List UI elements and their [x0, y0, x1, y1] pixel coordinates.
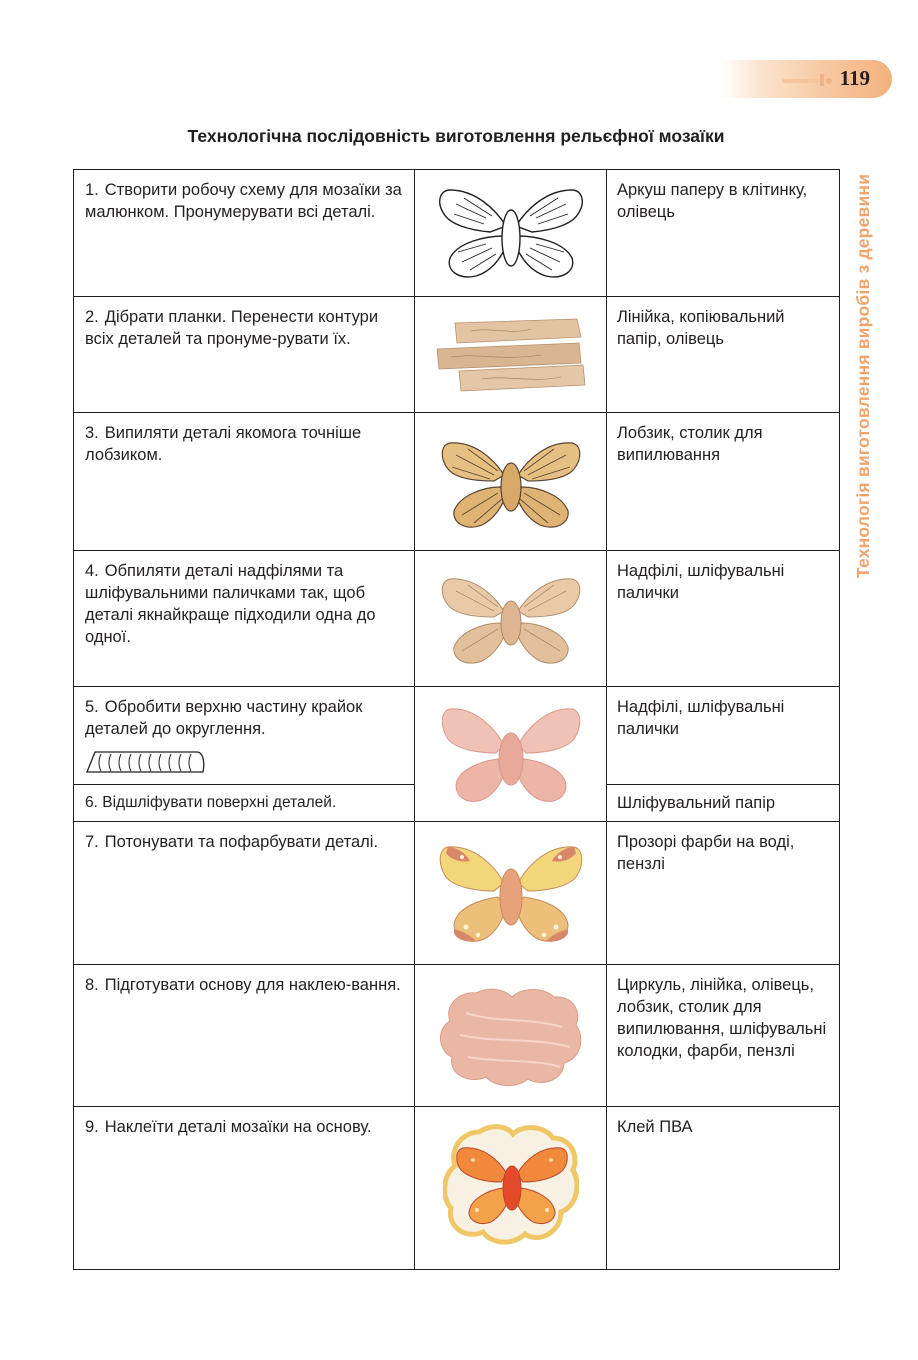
table-row: [74, 551, 840, 687]
step-image-cell: [415, 965, 607, 1107]
step-image-cell: [415, 297, 607, 413]
tools-icon: [782, 72, 832, 88]
step-image-cell: [415, 687, 607, 822]
painted-butterfly-image: [436, 835, 586, 951]
step-description: 1. Створити робочу схему для мозаїки за малюнком. Пронумерувати всі деталі.: [74, 170, 415, 297]
finished-mosaic-image: [443, 1122, 579, 1254]
step-description: 3. Випиляти деталі якомога точніше лобзиком.: [74, 413, 415, 551]
filed-butterfly-parts-image: [438, 567, 584, 671]
step-image-cell: [415, 1107, 607, 1270]
table-row: [74, 413, 840, 551]
step-tools: Шліфувальний папір: [607, 785, 840, 822]
side-title-text: Технологія виготовлення виробів з деревини: [853, 173, 873, 578]
table-row: [74, 170, 840, 297]
page-number-tab: [720, 60, 892, 98]
step-tools: Клей ПВА: [607, 1107, 840, 1270]
wooden-planks-image: [431, 315, 591, 395]
page-number: 119: [839, 66, 870, 90]
step-description: 5. Обробити верхню частину крайок деталей до округлення.: [74, 687, 415, 785]
step-image-cell: [415, 822, 607, 965]
cut-butterfly-parts-image: [438, 427, 584, 537]
table-row: [74, 687, 840, 785]
page-title: Технологічна послідовність виготовлення рельєфної мозаїки: [187, 126, 725, 146]
step-image-cell: [415, 413, 607, 551]
wooden-base-image: [436, 983, 586, 1089]
step-description: 4. Обпиляти деталі надфілями та шліфувальними паличками так, щоб деталі якнайкраще підходили одна до одної.: [74, 551, 415, 687]
step-description: 7. Потонувати та пофарбувати деталі.: [74, 822, 415, 965]
steps-table: [73, 169, 840, 1270]
side-section-title: [853, 118, 883, 578]
rounded-butterfly-image: [438, 699, 584, 809]
rounded-edge-profile-icon: [85, 748, 207, 774]
step-tools: Циркуль, лінійка, олівець, лобзик, столик для випилювання, шліфувальні колодки, фарби, пензлі: [607, 965, 840, 1107]
step-tools: Лобзик, столик для випилювання: [607, 413, 840, 551]
table-row: [74, 297, 840, 413]
step-tools: Прозорі фарби на воді, пензлі: [607, 822, 840, 965]
table-row: [74, 1107, 840, 1270]
step-tools: Надфілі, шліфувальні палички: [607, 551, 840, 687]
butterfly-outline-drawing: [436, 180, 586, 286]
step-description: 2. Дібрати планки. Перенести контури всіх деталей та пронуме-рувати їх.: [74, 297, 415, 413]
step-description: 6. Відшліфувати поверхні деталей.: [74, 785, 415, 822]
step-tools: Аркуш паперу в клітинку, олівець: [607, 170, 840, 297]
step-tools: Надфілі, шліфувальні палички: [607, 687, 840, 785]
step-image-cell: [415, 551, 607, 687]
step-description: 9. Наклеїти деталі мозаїки на основу.: [74, 1107, 415, 1270]
step-tools: Лінійка, копіювальний папір, олівець: [607, 297, 840, 413]
step-image-cell: [415, 170, 607, 297]
table-row: [74, 822, 840, 965]
table-row: [74, 965, 840, 1107]
step-description: 8. Підготувати основу для наклею-вання.: [74, 965, 415, 1107]
